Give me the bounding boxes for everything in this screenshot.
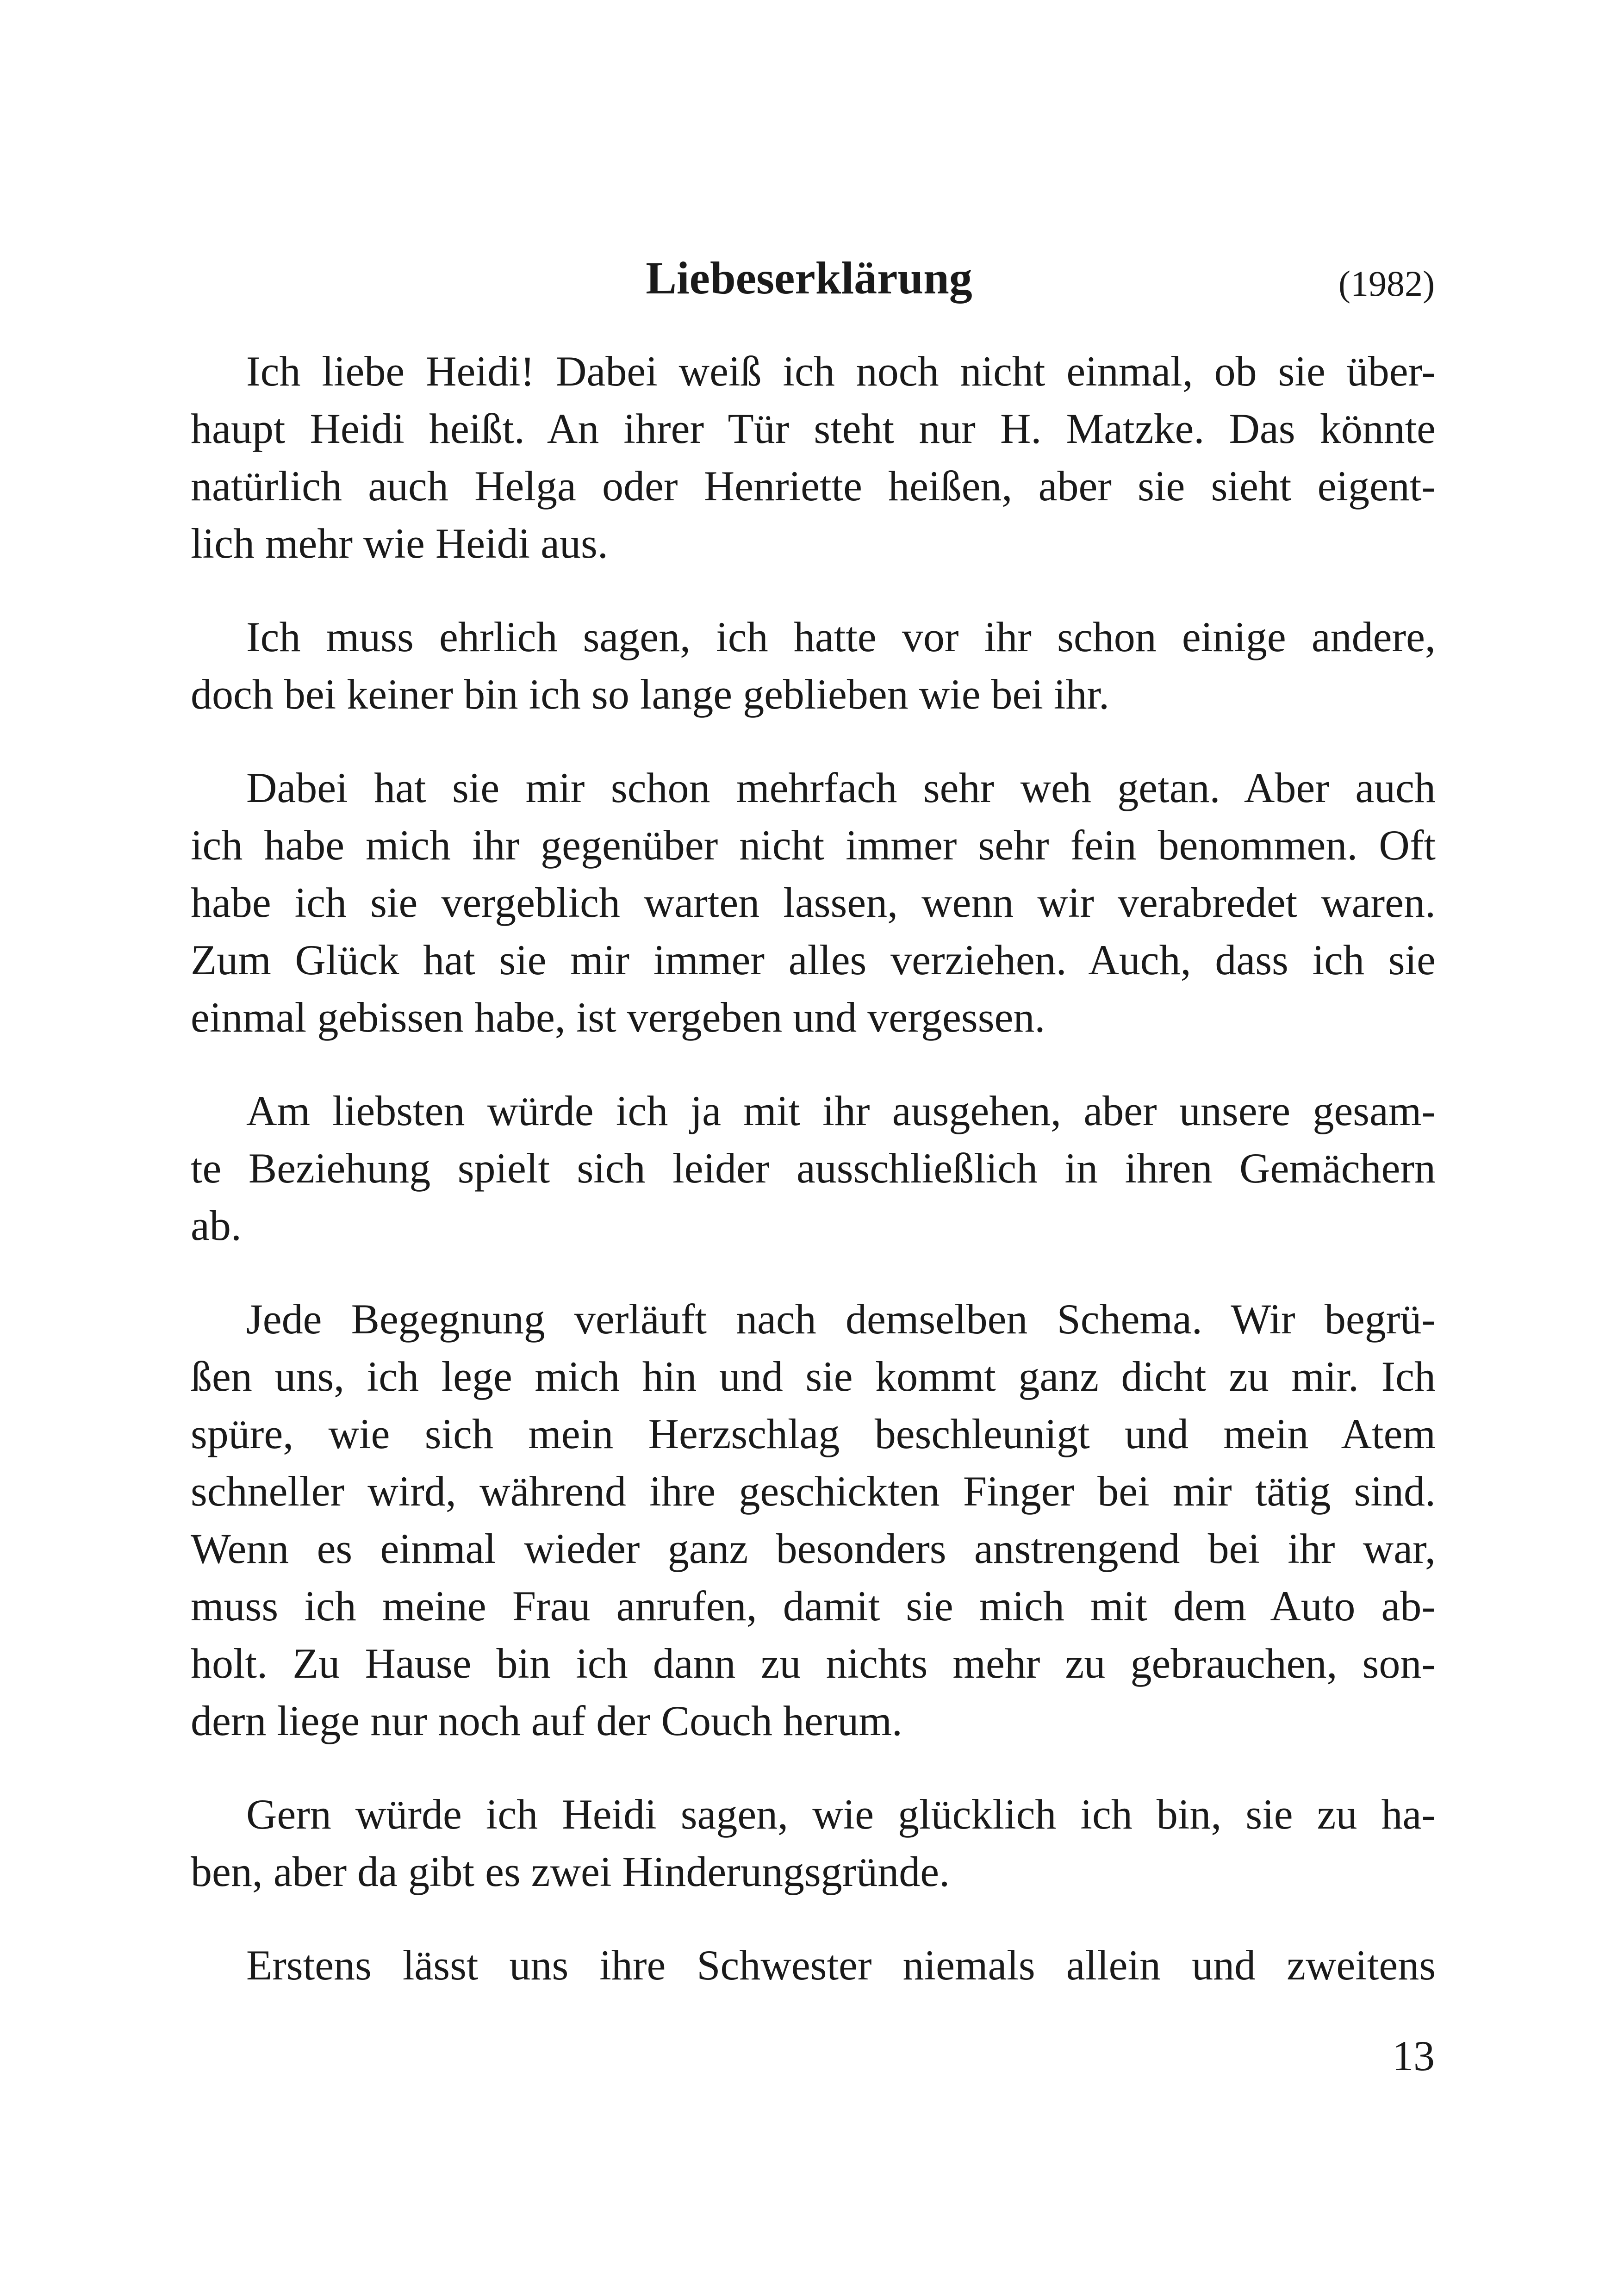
page-number: 13 [1392, 2032, 1435, 2079]
paragraph [191, 759, 1436, 1046]
text-line: haupt Heidi heißt. An ihrer Tür steht nur H. Matzke. Das könnte [191, 405, 1436, 452]
text-line: habe ich sie vergeblich warten lassen, wenn wir verabredet waren. [191, 879, 1436, 926]
paragraph [191, 1786, 1436, 1900]
text-line: muss ich meine Frau anrufen, damit sie mich mit dem Auto ab- [191, 1582, 1436, 1630]
text-line: holt. Zu Hause bin ich dann zu nichts mehr zu gebrauchen, son- [191, 1640, 1436, 1687]
text-line: Zum Glück hat sie mir immer alles verziehen. Auch, dass ich sie [191, 936, 1436, 983]
text-line: einmal gebissen habe, ist vergeben und vergessen. [191, 994, 1045, 1041]
text-line: ab. [191, 1202, 242, 1249]
paragraph [191, 1082, 1436, 1254]
year-label: (1982) [1338, 263, 1435, 304]
text-line: Ich muss ehrlich sagen, ich hatte vor ihr schon einige andere, [246, 613, 1436, 660]
text-line: dern liege nur noch auf der Couch herum. [191, 1697, 902, 1744]
text-line: spüre, wie sich mein Herzschlag beschleunigt und mein Atem [191, 1410, 1436, 1457]
paragraph [191, 1290, 1436, 1749]
paragraph [191, 1936, 1436, 1994]
text-line: lich mehr wie Heidi aus. [191, 520, 608, 567]
text-line: ben, aber da gibt es zwei Hinderungsgründe. [191, 1848, 950, 1895]
body-text [191, 342, 1436, 2030]
text-line: Am liebsten würde ich ja mit ihr ausgehen, aber unsere gesam- [246, 1087, 1436, 1134]
page-title: Liebeserklärung [646, 252, 972, 304]
text-line: Erstens lässt uns ihre Schwester niemals allein und zweitens [246, 1941, 1436, 1989]
text-line: ßen uns, ich lege mich hin und sie kommt ganz dicht zu mir. Ich [191, 1353, 1436, 1400]
text-line: doch bei keiner bin ich so lange geblieben wie bei ihr. [191, 671, 1110, 718]
paragraph [191, 342, 1436, 572]
text-line: ich habe mich ihr gegenüber nicht immer sehr fein benommen. Oft [191, 821, 1436, 869]
text-line: Dabei hat sie mir schon mehrfach sehr weh getan. Aber auch [246, 764, 1436, 811]
text-line: Gern würde ich Heidi sagen, wie glücklich ich bin, sie zu ha- [246, 1791, 1436, 1838]
text-line: Wenn es einmal wieder ganz besonders anstrengend bei ihr war, [191, 1525, 1436, 1572]
text-line: Jede Begegnung verläuft nach demselben Schema. Wir begrü- [246, 1295, 1436, 1343]
text-line: te Beziehung spielt sich leider ausschließlich in ihren Gemächern [191, 1145, 1436, 1192]
text-line: Ich liebe Heidi! Dabei weiß ich noch nicht einmal, ob sie über- [246, 348, 1436, 395]
text-line: schneller wird, während ihre geschickten Finger bei mir tätig sind. [191, 1468, 1436, 1515]
text-line: natürlich auch Helga oder Henriette heißen, aber sie sieht eigent- [191, 462, 1436, 510]
paragraph [191, 608, 1436, 723]
